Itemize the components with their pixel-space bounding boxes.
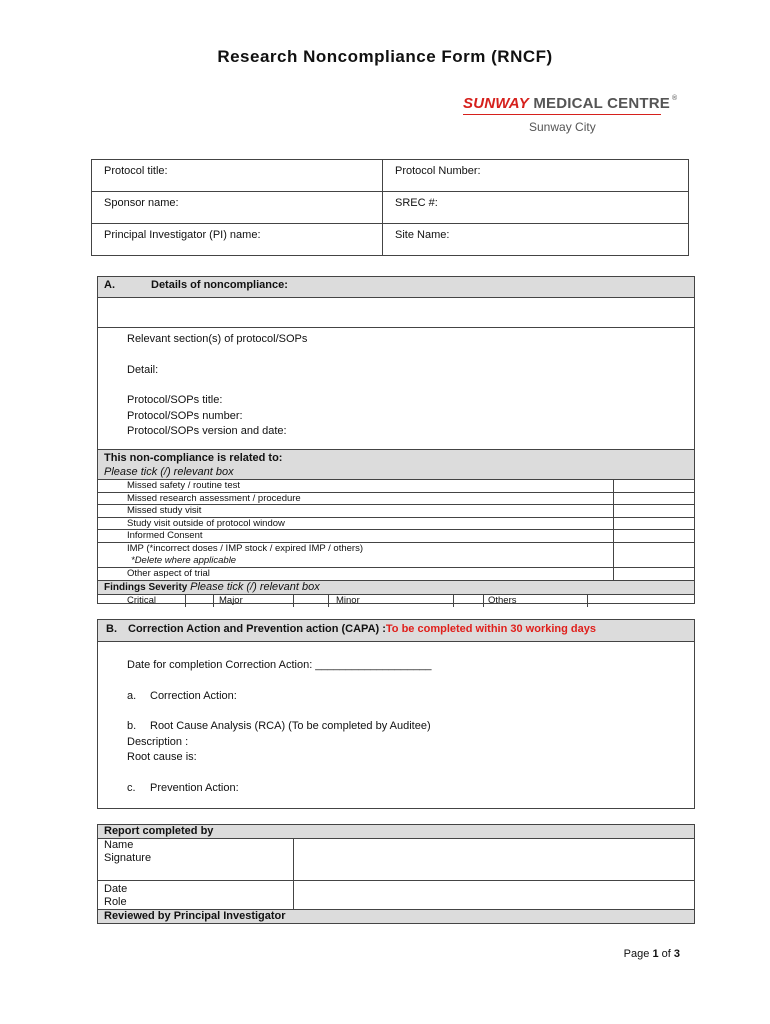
noncompliance-details-field[interactable] (98, 298, 694, 328)
description-label: Description : (127, 735, 189, 748)
item-label: Informed Consent (98, 530, 614, 542)
tick-box[interactable] (614, 568, 694, 580)
severity-critical-box[interactable] (186, 595, 214, 607)
protocol-title-field[interactable]: Protocol title: (92, 160, 383, 192)
severity-minor-label: Minor (329, 595, 454, 607)
tick-box[interactable] (614, 543, 694, 567)
section-b-letter: B. (106, 623, 117, 635)
section-a-heading: Details of noncompliance: (151, 279, 288, 291)
section-b-heading: Correction Action and Prevention action (CAPA) : (128, 623, 386, 635)
item-label: Study visit outside of protocol window (98, 518, 614, 530)
severity-others-label: Others (484, 595, 588, 607)
rca-label: Root Cause Analysis (RCA) (To be completed by Auditee) (150, 720, 431, 732)
list-item (98, 518, 694, 531)
logo-location: Sunway City (529, 120, 596, 134)
item-label: Missed research assessment / procedure (98, 493, 614, 505)
section-a (97, 276, 695, 604)
logo-name: MEDICAL CENTRE (533, 95, 671, 112)
pi-name-field[interactable]: Principal Investigator (PI) name: (92, 224, 383, 256)
correction-action-label: Correction Action: (150, 689, 237, 702)
noncompliance-type-list (98, 480, 694, 581)
name-signature-labels (98, 839, 294, 881)
name-label: Name (104, 839, 134, 851)
role-label: Role (104, 896, 127, 908)
correction-action-line (127, 689, 694, 705)
item-label: Missed safety / routine test (98, 480, 614, 492)
logo-registered-mark: ® (672, 95, 678, 102)
logo-brand: SUNWAY (463, 95, 529, 112)
page-prefix: Page (623, 948, 650, 960)
date-role-field[interactable] (294, 881, 695, 910)
section-a-letter: A. (104, 279, 115, 291)
severity-major-box[interactable] (294, 595, 329, 607)
reviewed-by-heading: Reviewed by Principal Investigator (98, 910, 695, 924)
completion-date-line[interactable]: Date for completion Correction Action: ___________________ (127, 659, 432, 671)
item-label: IMP (*incorrect doses / IMP stock / expired IMP / others) (127, 542, 364, 554)
page-of: of (661, 948, 671, 960)
capa-deadline: To be completed within 30 working days (385, 623, 596, 635)
date-role-labels (98, 881, 294, 910)
section-a-header (98, 277, 694, 298)
srec-field[interactable]: SREC #: (383, 192, 689, 224)
delete-note: *Delete where applicable (131, 554, 237, 566)
tick-box[interactable] (614, 518, 694, 530)
logo-underline (463, 114, 661, 115)
section-b-body (98, 642, 694, 796)
related-to-heading: This non-compliance is related to: (104, 452, 283, 464)
related-to-header (98, 449, 694, 480)
severity-header (98, 581, 694, 595)
list-item (98, 505, 694, 518)
severity-critical-label: Critical (98, 595, 186, 607)
severity-row (98, 595, 694, 607)
site-name-field[interactable]: Site Name: (395, 229, 450, 241)
report-table (97, 824, 695, 924)
list-item (98, 493, 694, 506)
list-item (98, 530, 694, 543)
section-a-body (98, 328, 694, 449)
name-signature-field[interactable] (294, 839, 695, 881)
section-b-header (98, 620, 694, 642)
relevant-sections-label: Relevant section(s) of protocol/SOPs (127, 333, 308, 345)
hospital-logo (463, 95, 678, 134)
signature-label: Signature (104, 852, 152, 864)
total-pages: 3 (673, 948, 680, 960)
list-item (98, 568, 694, 581)
item-label-imp (98, 543, 614, 567)
sop-title-label: Protocol/SOPs title: (127, 394, 223, 406)
related-to-hint: Please tick (/) relevant box (104, 466, 234, 478)
tick-box[interactable] (614, 505, 694, 517)
detail-label: Detail: (127, 363, 159, 376)
sponsor-name-field[interactable]: Sponsor name: (92, 192, 383, 224)
item-marker: b. (127, 720, 137, 732)
rca-line (127, 719, 694, 735)
report-completed-heading: Report completed by (98, 825, 695, 839)
form-title: Research Noncompliance Form (RNCF) (217, 47, 553, 66)
severity-minor-box[interactable] (454, 595, 484, 607)
severity-others-box[interactable] (588, 595, 694, 607)
protocol-table (91, 159, 689, 256)
list-item (98, 543, 694, 568)
prevention-action-line (127, 781, 694, 797)
date-label: Date (104, 883, 128, 895)
page-number (624, 948, 680, 960)
item-label: Other aspect of trial (98, 568, 614, 580)
sop-version-label: Protocol/SOPs version and date: (127, 425, 287, 437)
item-label: Missed study visit (98, 505, 614, 517)
tick-box[interactable] (614, 530, 694, 542)
item-marker: a. (127, 689, 137, 702)
tick-box[interactable] (614, 493, 694, 505)
list-item (98, 480, 694, 493)
current-page: 1 (652, 948, 659, 960)
severity-major-label: Major (214, 595, 294, 607)
tick-box[interactable] (614, 480, 694, 492)
section-b (97, 619, 695, 809)
severity-hint: Please tick (/) relevant box (190, 580, 320, 593)
severity-heading: Findings Severity (104, 581, 188, 593)
prevention-action-label: Prevention Action: (150, 781, 239, 794)
protocol-number-field[interactable]: Protocol Number: (383, 160, 689, 192)
sop-number-label: Protocol/SOPs number: (127, 409, 243, 422)
item-marker: c. (127, 781, 136, 794)
root-cause-label: Root cause is: (127, 751, 197, 763)
